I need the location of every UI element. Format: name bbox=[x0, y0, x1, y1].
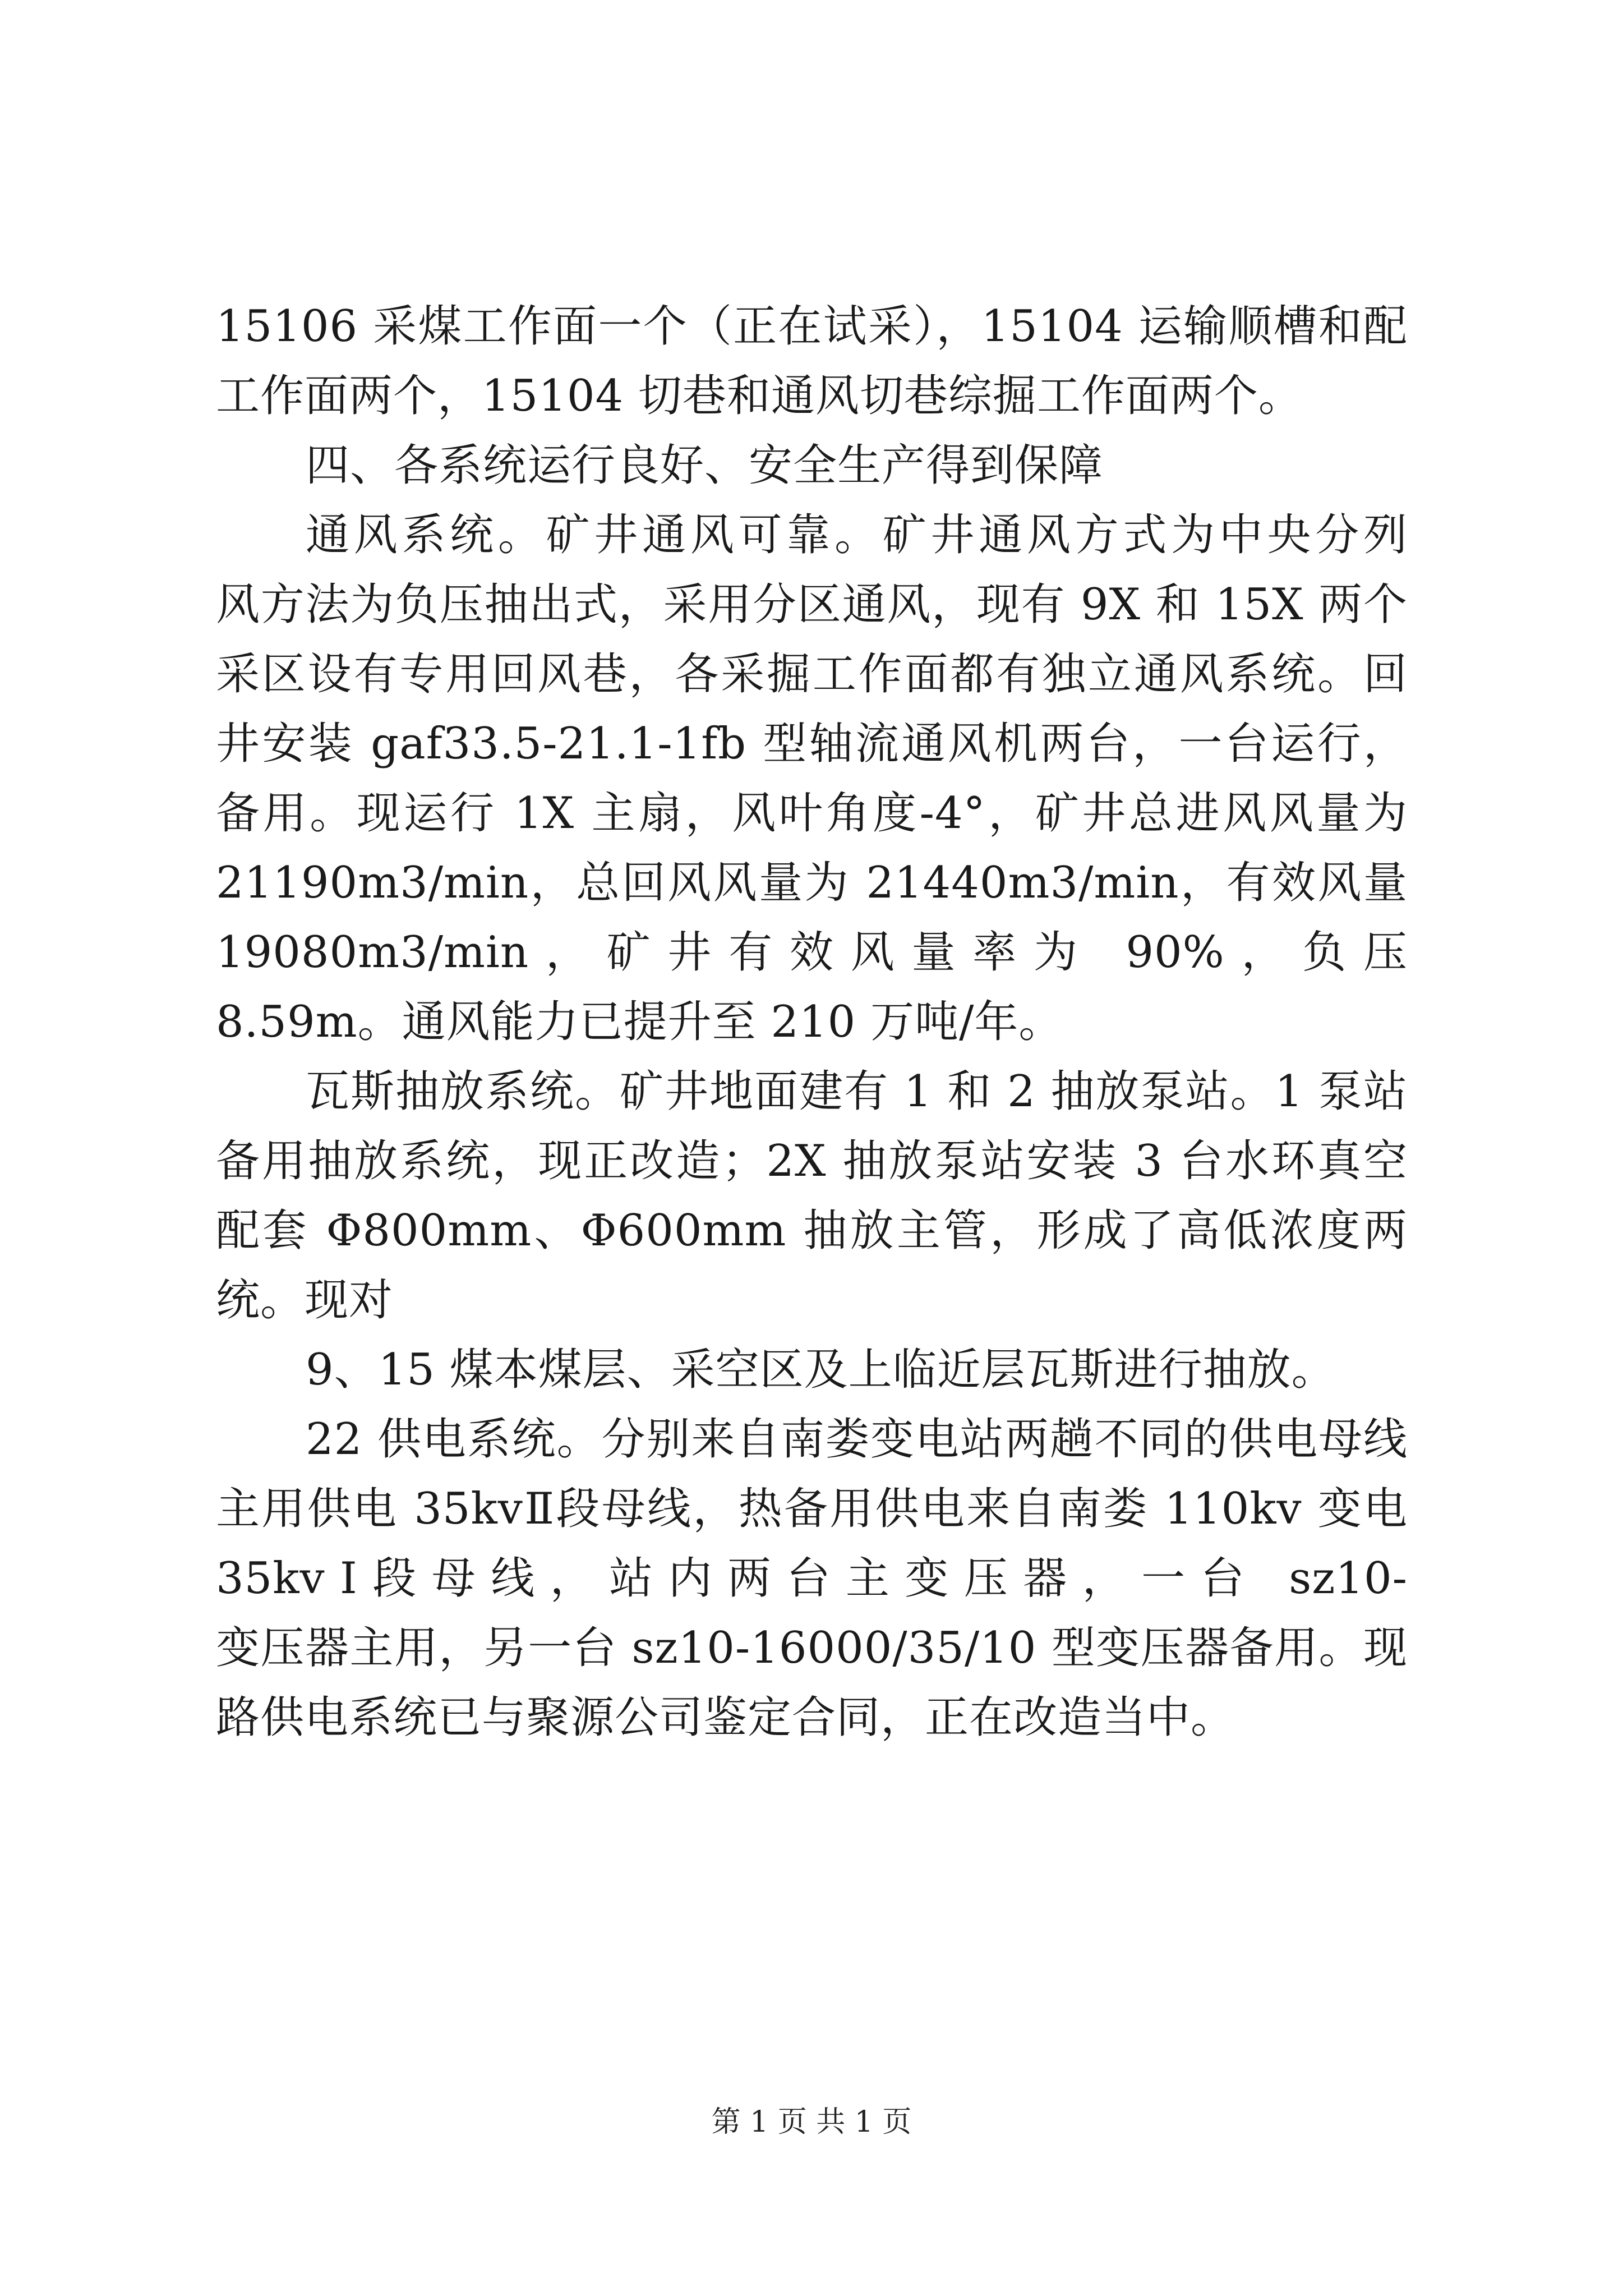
text-line-4: 通风系统。矿井通风可靠。矿井通风方式为中央分列 bbox=[306, 510, 1408, 560]
text-line-11: 8.59m。通风能力已提升至 210 万吨/年。 bbox=[216, 997, 1063, 1047]
page-footer: 第 1 页 共 1 页 bbox=[711, 2105, 912, 2139]
text-line-7: 井安装 gaf33.5-21.1-1fb 型轴流通风机两台，一台运行， bbox=[216, 719, 1408, 769]
text-line-15: 统。现对 bbox=[216, 1275, 394, 1326]
text-line-1: 15106 采煤工作面一个（正在试采），15104 运输顺槽和配 bbox=[216, 301, 1408, 352]
text-line-13: 备用抽放系统，现正改造；2X 抽放泵站安装 3 台水环真空 bbox=[216, 1136, 1408, 1186]
text-line-10: 19080m3/min，矿井有效风量率为 90%，负压 bbox=[216, 927, 1408, 978]
text-line-18: 主用供电 35kvⅡ段母线，热备用供电来自南娄 110kv 变电 bbox=[216, 1484, 1408, 1534]
text-line-14: 配套 Φ800mm、Φ600mm 抽放主管，形成了高低浓度两 bbox=[216, 1205, 1408, 1256]
text-line-8: 备用。现运行 1X 主扇，风叶角度-4°，矿井总进风风量为 bbox=[216, 788, 1408, 839]
text-line-16: 9、15 煤本煤层、采空区及上临近层瓦斯进行抽放。 bbox=[306, 1345, 1336, 1395]
text-line-9: 21190m3/min，总回风风量为 21440m3/min，有效风量 bbox=[216, 858, 1408, 908]
section-heading: 四、各系统运行良好、安全生产得到保障 bbox=[306, 440, 1104, 491]
text-line-19: 35kvⅠ段母线，站内两台主变压器，一台 sz10- bbox=[216, 1553, 1408, 1604]
text-line-20: 变压器主用，另一台 sz10-16000/35/10 型变压器备用。现 bbox=[216, 1623, 1408, 1673]
text-line-21: 路供电系统已与聚源公司鉴定合同，正在改造当中。 bbox=[216, 1692, 1235, 1743]
text-line-17: 22 供电系统。分别来自南娄变电站两趟不同的供电母线 bbox=[306, 1414, 1408, 1465]
text-line-5: 风方法为负压抽出式，采用分区通风，现有 9X 和 15X 两个 bbox=[216, 579, 1408, 630]
text-line-12: 瓦斯抽放系统。矿井地面建有 1 和 2 抽放泵站。1 泵站 bbox=[306, 1066, 1408, 1117]
text-line-2: 工作面两个，15104 切巷和通风切巷综掘工作面两个。 bbox=[216, 371, 1303, 421]
document-body bbox=[216, 292, 1408, 1752]
text-line-6: 采区设有专用回风巷，各采掘工作面都有独立通风系统。回 bbox=[216, 649, 1408, 700]
